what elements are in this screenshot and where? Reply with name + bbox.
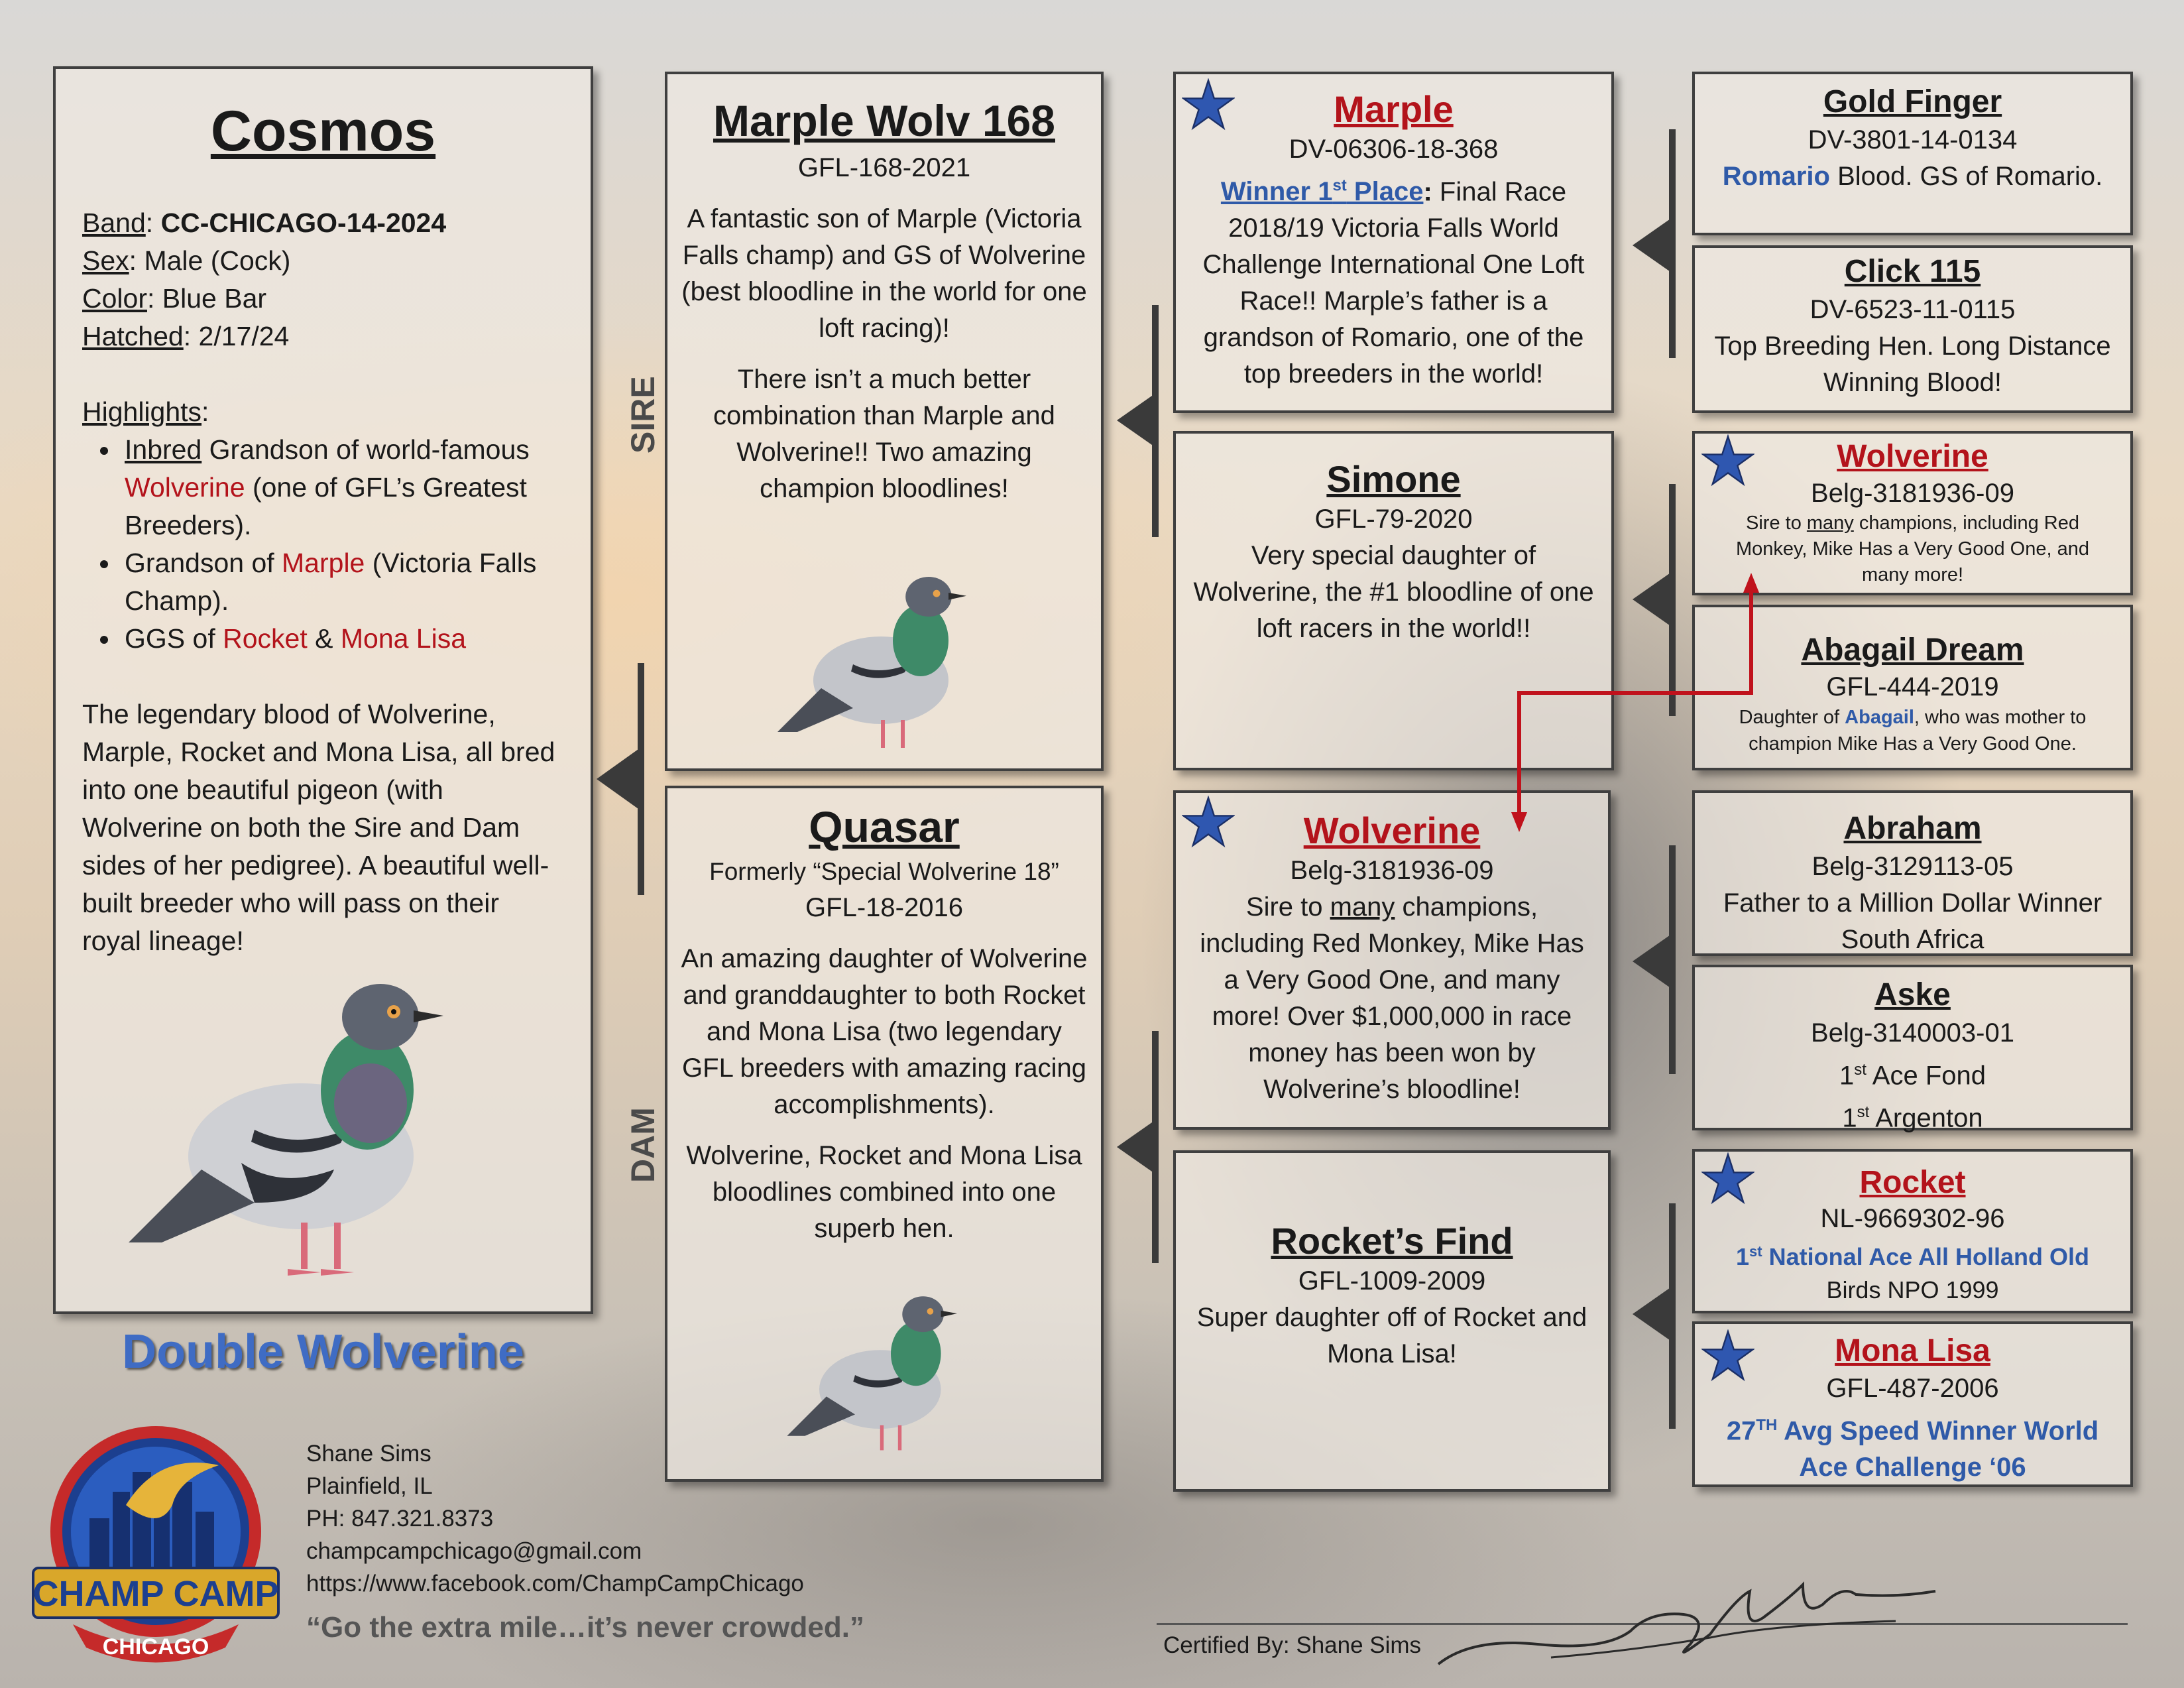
wolverine-card <box>1173 790 1611 1130</box>
sex-label: Sex <box>82 245 129 276</box>
champ-camp-logo <box>27 1425 285 1671</box>
pigeon-main-image <box>122 964 453 1296</box>
star-icon <box>1701 434 1754 487</box>
connector-arrow-main <box>597 746 643 812</box>
connector-arrow-marple <box>1633 217 1672 273</box>
highlight-item: • GGS of Rocket & Mona Lisa <box>121 620 564 658</box>
star-icon <box>1182 796 1235 849</box>
aske-band: Belg-3140003-01 <box>1811 1018 2014 1048</box>
simone-band: GFL-79-2020 <box>1314 505 1473 534</box>
mona-lisa-card <box>1692 1321 2133 1487</box>
highlight-item: • Grandson of Marple (Victoria Falls Champ). <box>121 544 564 620</box>
highlight-item: • Inbred Grandson of world-famous Wolverine (one of GFL’s Greatest Breeders). <box>121 431 564 544</box>
mona-lisa-band: GFL-487-2006 <box>1826 1374 1999 1403</box>
logo-line-2: CHICAGO <box>102 1634 209 1659</box>
wolverine-name: Wolverine <box>1303 810 1481 851</box>
mona-lisa-achievement: 27TH Avg Speed Winner World Ace Challenge ‘06 <box>1726 1416 2099 1482</box>
hatched-value: 2/17/24 <box>198 321 290 351</box>
click-desc: Top Breeding Hen. Long Distance Winning Blood! <box>1714 332 2111 397</box>
pigeon-sire-image <box>774 565 972 764</box>
rocket-card <box>1692 1149 2133 1313</box>
contact-facebook[interactable]: https://www.facebook.com/ChampCampChicago <box>306 1571 804 1597</box>
dam-label: DAM <box>624 1107 661 1183</box>
main-description: The legendary blood of Wolverine, Marple, Rocket and Mona Lisa, all bred into one beautiful pigeon (with Wolverine on both the Sire and Dam sides of her pedigree). A beautiful well-built breeder who will pass on their royal lineage! <box>82 699 555 956</box>
click-band: DV-6523-11-0115 <box>1810 295 2016 324</box>
sire-band: GFL-168-2021 <box>797 153 971 182</box>
dam-formerly: Formerly “Special Wolverine 18” <box>709 858 1059 885</box>
sex-row: Sex: Male (Cock) <box>82 245 291 276</box>
contact-block <box>306 1437 804 1600</box>
sire-name: Marple Wolv 168 <box>713 96 1055 145</box>
rockets-find-card <box>1173 1150 1611 1492</box>
contact-email[interactable]: champcampchicago@gmail.com <box>306 1538 642 1564</box>
connector-arrow-wolverine <box>1633 934 1672 989</box>
simone-name: Simone <box>1326 458 1461 500</box>
hatched-row: Hatched: 2/17/24 <box>82 321 290 351</box>
rockets-find-name: Rocket’s Find <box>1271 1220 1513 1262</box>
hatched-label: Hatched <box>82 321 184 351</box>
wolverine-band: Belg-3181936-09 <box>1290 856 1494 885</box>
star-icon <box>1701 1329 1754 1382</box>
wolverine-gp-name: Wolverine <box>1837 439 1988 474</box>
click-card <box>1692 245 2133 413</box>
band-row: Band: CC-CHICAGO-14-2024 <box>82 208 447 238</box>
abagail-name: Abagail Dream <box>1801 633 2024 668</box>
sire-label: SIRE <box>624 376 661 453</box>
sex-value: Male (Cock) <box>144 245 291 276</box>
color-row: Color: Blue Bar <box>82 283 267 314</box>
marple-name: Marple <box>1334 88 1454 130</box>
highlights-label: Highlights <box>82 396 202 427</box>
rocket-name: Rocket <box>1859 1165 1966 1200</box>
aske-line-1: 1st Ace Fond <box>1839 1061 1986 1091</box>
double-wolverine-tagline: Double Wolverine <box>122 1325 524 1378</box>
contact-name: Shane Sims <box>306 1441 431 1467</box>
pigeon-dam-image <box>783 1286 962 1465</box>
wolverine-desc: Sire to many champions, including Red Monkey, Mike Has a Very Good One, and many more! Over $1,000,000 in race money has been won by Wolverine’s bloodline! <box>1200 892 1584 1104</box>
sire-desc-2: There isn’t a much better combination than Marple and Wolverine!! Two amazing champion bloodlines! <box>713 365 1055 503</box>
main-bird-name: Cosmos <box>210 99 436 163</box>
abraham-name: Abraham <box>1843 811 1982 846</box>
abraham-band: Belg-3129113-05 <box>1811 852 2014 881</box>
band-label: Band <box>82 208 146 238</box>
gold-finger-name: Gold Finger <box>1823 84 2002 119</box>
gold-finger-card <box>1692 72 2133 235</box>
sire-desc-1: A fantastic son of Marple (Victoria Falls champ) and GS of Wolverine (best bloodline in the world for one loft racing)! <box>681 204 1087 343</box>
abagail-band: GFL-444-2019 <box>1826 672 1999 701</box>
signature-image <box>1432 1571 1949 1677</box>
color-label: Color <box>82 283 147 314</box>
highlights-heading: Highlights: <box>82 396 209 427</box>
click-name: Click 115 <box>1844 254 1981 289</box>
rockets-find-desc: Super daughter off of Rocket and Mona Lisa! <box>1196 1303 1587 1368</box>
connector-arrow-dam <box>1117 1119 1157 1175</box>
certified-by: Certified By: Shane Sims <box>1163 1632 1422 1658</box>
abraham-desc: Father to a Million Dollar Winner South Africa <box>1723 888 2102 954</box>
star-icon <box>1182 78 1235 131</box>
aske-name: Aske <box>1874 977 1951 1012</box>
main-bird-card <box>53 66 593 1314</box>
wolverine-gp-desc: Sire to many champions, including Red Monkey, Mike Has a Very Good One, and many more! <box>1735 512 2089 585</box>
contact-location: Plainfield, IL <box>306 1473 433 1499</box>
highlights-list <box>82 431 564 658</box>
connector-arrow-rockets-find <box>1633 1286 1672 1342</box>
dam-name: Quasar <box>809 802 960 851</box>
contact-phone[interactable]: PH: 847.321.8373 <box>306 1506 494 1532</box>
mona-lisa-name: Mona Lisa <box>1835 1333 1990 1368</box>
marple-band: DV-06306-18-368 <box>1289 135 1499 164</box>
sire-card <box>665 72 1104 771</box>
quote: “Go the extra mile…it’s never crowded.” <box>306 1611 864 1644</box>
dam-card <box>665 786 1104 1482</box>
rocket-band: NL-9669302-96 <box>1820 1204 2005 1233</box>
gold-finger-desc: Romario Blood. GS of Romario. <box>1722 162 2103 191</box>
simone-desc: Very special daughter of Wolverine, the #1 bloodline of one loft racers in the world!! <box>1193 541 1594 643</box>
gold-finger-band: DV-3801-14-0134 <box>1808 125 2018 154</box>
dam-desc-2: Wolverine, Rocket and Mona Lisa bloodlines combined into one superb hen. <box>686 1141 1082 1243</box>
dam-band: GFL-18-2016 <box>805 893 963 922</box>
abagail-desc: Daughter of Abagail, who was mother to champion Mike Has a Very Good One. <box>1739 707 2087 754</box>
aske-card <box>1692 965 2133 1133</box>
logo-line-1: CHAMP CAMP <box>32 1574 279 1614</box>
connector-arrow-sire <box>1117 392 1157 448</box>
aske-line-2: 1st Argenton <box>1842 1103 1983 1133</box>
wolverine-link-arrow <box>1505 570 1770 835</box>
band-value: CC-CHICAGO-14-2024 <box>160 208 447 238</box>
dam-desc-1: An amazing daughter of Wolverine and granddaughter to both Rocket and Mona Lisa (two legendary GFL breeders with amazing racing accomplishments). <box>681 944 1088 1119</box>
marple-desc: Winner 1st Place: Final Race 2018/19 Victoria Falls World Challenge International One Loft Race!! Marple’s father is a grandson of Romario, one of the top breeders in the world! <box>1202 177 1585 389</box>
rocket-achievement-2: Birds NPO 1999 <box>1826 1276 1999 1303</box>
color-value: Blue Bar <box>162 283 267 314</box>
rocket-achievement: 1st National Ace All Holland Old <box>1736 1243 2089 1270</box>
marple-card <box>1173 72 1614 413</box>
wolverine-gp-band: Belg-3181936-09 <box>1811 479 2014 508</box>
rockets-find-band: GFL-1009-2009 <box>1298 1266 1486 1296</box>
star-icon <box>1701 1152 1754 1205</box>
